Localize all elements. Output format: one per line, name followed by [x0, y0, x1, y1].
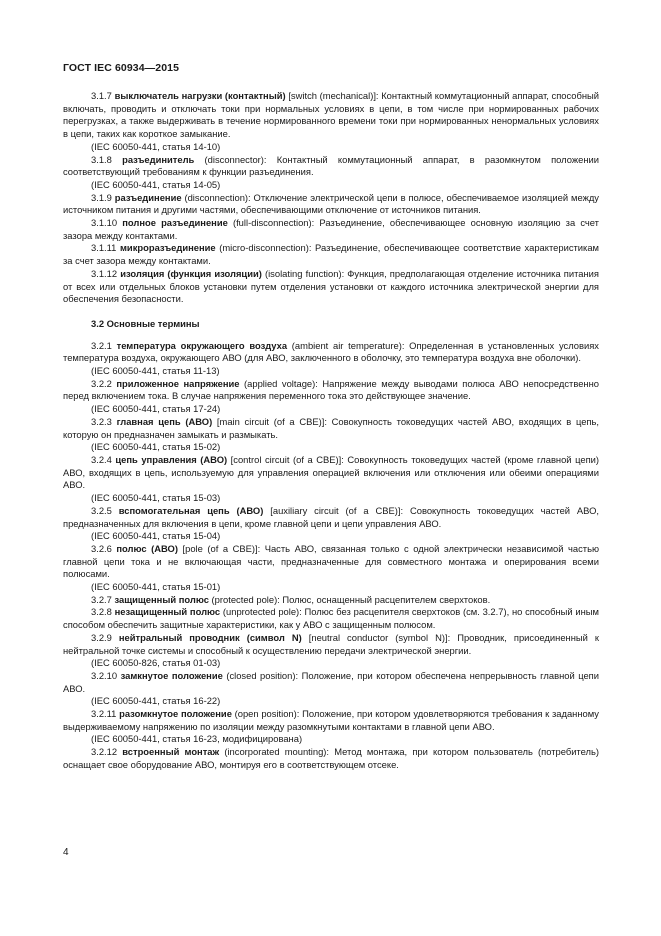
term-name: защищенный полюс: [114, 593, 209, 605]
page-number: 4: [63, 847, 69, 858]
term-number: 3.1.9: [91, 191, 112, 203]
term-text: (closed position): Положение, при котором обеспечена непрерывность главной цепи АВО.: [63, 669, 599, 694]
term-definition: [63, 543, 599, 581]
term-definition: [63, 606, 599, 631]
term-definition: [63, 90, 599, 141]
term-number: 3.2.1: [91, 339, 112, 351]
term-definition: [63, 340, 599, 365]
term-number: 3.2.11: [91, 708, 117, 720]
reference-line: (IEC 60050-441, статья 14-05): [91, 178, 221, 190]
term-name: разъединитель: [122, 153, 195, 165]
term-name: полюс (АВО): [116, 542, 178, 554]
term-name: разомкнутое положение: [119, 708, 232, 720]
term-text: [switch (mechanical)]: Контактный коммутационный аппарат, способный включать, проводить и отключать токи при нормальных условиях в цепи, в том числе при нормированных рабочих перегрузках, а также выдерживать в течение нормированного времени токи при нормированных ненормальных условиях в цепи, таких как короткое замыкание.: [63, 90, 600, 140]
section-heading: 3.2 Основные термины: [91, 317, 200, 329]
term-definition: [63, 505, 599, 530]
term-definition: [63, 594, 599, 607]
term-text: [neutral conductor (symbol N)]: Проводник, присоединенный к нейтральной точке системы и способный к осуществлению передачи электрической энергии.: [63, 631, 599, 656]
term-definition: [63, 416, 599, 441]
document-body: [63, 90, 599, 772]
term-number: 3.2.12: [91, 746, 118, 758]
term-number: 3.1.11: [91, 242, 117, 254]
term-number: 3.2.7: [91, 593, 112, 605]
term-text: (disconnection): Отключение электрической цепи в полюсе, обеспечиваемое изоляцией между источником питания и другими частями, обеспечивающими отключение от источников питания.: [63, 191, 599, 216]
term-definition: [63, 746, 599, 771]
reference-line: (IEC 60050-441, статья 17-24): [91, 403, 221, 415]
reference-line: (IEC 60050-441, статья 11-13): [91, 365, 220, 377]
reference-line: (IEC 60050-441, статья 16-22): [91, 695, 221, 707]
term-number: 3.1.8: [91, 153, 112, 165]
term-definition: [63, 708, 599, 733]
terms-block-3-2: [63, 340, 599, 772]
term-name: выключатель нагрузки (контактный): [114, 90, 286, 101]
term-definition: [63, 670, 599, 695]
term-number: 3.1.10: [91, 217, 118, 229]
term-text: [control circuit (of a CBE)]: Совокупность токоведущих частей (кроме главной цепи) АВО, входящих в цепь, используемую для управления операцией включения или отключения или обеими операциями АВО.: [63, 453, 599, 491]
reference-line: (IEC 60050-441, статья 16-23, модифицирована): [91, 733, 303, 745]
terms-block-3-1: [63, 90, 599, 306]
term-definition: [63, 217, 599, 242]
term-text: (open position): Положение, при котором удовлетворяются требования к заданному выдерживаемому напряжению по изоляции между разомкнутыми контактами в главной цепи АВО.: [63, 708, 599, 732]
term-text: (disconnector): Контактный коммутационный аппарат, в разомкнутом положении соответствующий требованиям к функции разъединения.: [63, 153, 599, 178]
term-name: изоляция (функция изоляции): [120, 267, 262, 279]
term-number: 3.2.9: [91, 631, 112, 643]
term-number: 3.2.3: [91, 415, 112, 427]
term-name: незащищенный полюс: [114, 606, 221, 618]
term-number: 3.1.7: [91, 90, 112, 101]
document-header: ГОСТ IEC 60934—2015: [63, 62, 180, 74]
term-number: 3.1.12: [91, 267, 118, 279]
term-number: 3.2.6: [91, 542, 112, 554]
reference-line: (IEC 60050-441, статья 15-02): [91, 441, 221, 453]
term-name: вспомогательная цепь (АВО): [118, 504, 264, 516]
term-definition: [63, 378, 599, 403]
term-name: полное разъединение: [122, 217, 228, 229]
term-number: 3.2.5: [91, 504, 112, 516]
reference-line: (IEC 60050-441, статья 14-10): [91, 140, 221, 152]
term-name: нейтральный проводник (символ N): [118, 631, 302, 643]
term-number: 3.2.8: [91, 606, 112, 618]
term-text: (unprotected pole): Полюс без расцепителя сверхтоков (см. 3.2.7), но способный иным способом обеспечить защитные характеристики, как у АВО с защищенным полюсом.: [63, 606, 599, 631]
term-name: микроразъединение: [120, 242, 216, 254]
term-definition: [63, 632, 599, 657]
reference-line: (IEC 60050-441, статья 15-01): [91, 581, 221, 593]
term-text: [auxiliary circuit (of a CBE)]: Совокупность токоведущих частей АВО, предназначенных для включения в цепи, кроме главной цепи и цепи управления АВО.: [63, 504, 600, 529]
term-name: замкнутое положение: [120, 669, 223, 681]
reference-line: (IEC 60050-441, статья 15-03): [91, 492, 221, 504]
term-text: (full-disconnection): Разъединение, обеспечивающее основную изоляцию за счет зазора между контактами.: [63, 217, 599, 241]
term-name: главная цепь (АВО): [116, 415, 213, 427]
term-text: (ambient air temperature): Определенная в установленных условиях температура воздуха, окружающего АВО (для АВО, заключенного в оболочку, это температура воздуха вне оболочки).: [63, 339, 599, 364]
reference-line: (IEC 60050-826, статья 01-03): [91, 657, 221, 669]
term-definition: [63, 268, 599, 306]
term-number: 3.2.10: [91, 669, 118, 681]
term-definition: [63, 454, 599, 492]
term-text: (micro-disconnection): Разъединение, обеспечивающее соответствие характеристикам за счет зазора между контактами.: [63, 242, 600, 267]
term-name: разъединение: [114, 191, 182, 203]
term-definition: [63, 242, 599, 267]
reference-line: (IEC 60050-441, статья 15-04): [91, 530, 221, 542]
term-definition: [63, 192, 599, 217]
term-text: [main circuit (of a CBE)]: Совокупность токоведущих частей АВО, входящих в цепь, которую он предназначен замыкать и размыкать.: [63, 415, 599, 440]
term-name: температура окружающего воздуха: [116, 339, 288, 351]
term-name: цепь управления (АВО): [115, 453, 228, 465]
term-text: [pole (of a CBE)]: Часть АВО, связанная только с одной электрически независимой частью главной цепи тока и не включающая части, предназначенные для совместного монтажа и оперирования всеми полюсами.: [63, 542, 599, 580]
term-number: 3.2.2: [91, 377, 112, 389]
term-text: (isolating function): Функция, предполагающая отделение источника питания от всех или отдельных блоков установки путем отделения установки от каждого источника электрической энергии для обеспечения безопасности.: [63, 267, 599, 305]
term-name: встроенный монтаж: [122, 746, 220, 758]
term-text: (applied voltage): Напряжение между выводами полюса АВО непосредственно перед включением тока. В случае напряжения переменного тока это действующее значение.: [63, 377, 599, 402]
term-definition: [63, 154, 599, 179]
term-text: (incorporated mounting): Метод монтажа, при котором пользователь (потребитель) оснащает свое оборудование АВО, монтируя его в соответствующем отсеке.: [63, 746, 600, 770]
term-name: приложенное напряжение: [116, 377, 240, 389]
term-text: (protected pole): Полюс, оснащенный расцепителем сверхтоков.: [208, 593, 491, 605]
term-number: 3.2.4: [91, 453, 112, 465]
